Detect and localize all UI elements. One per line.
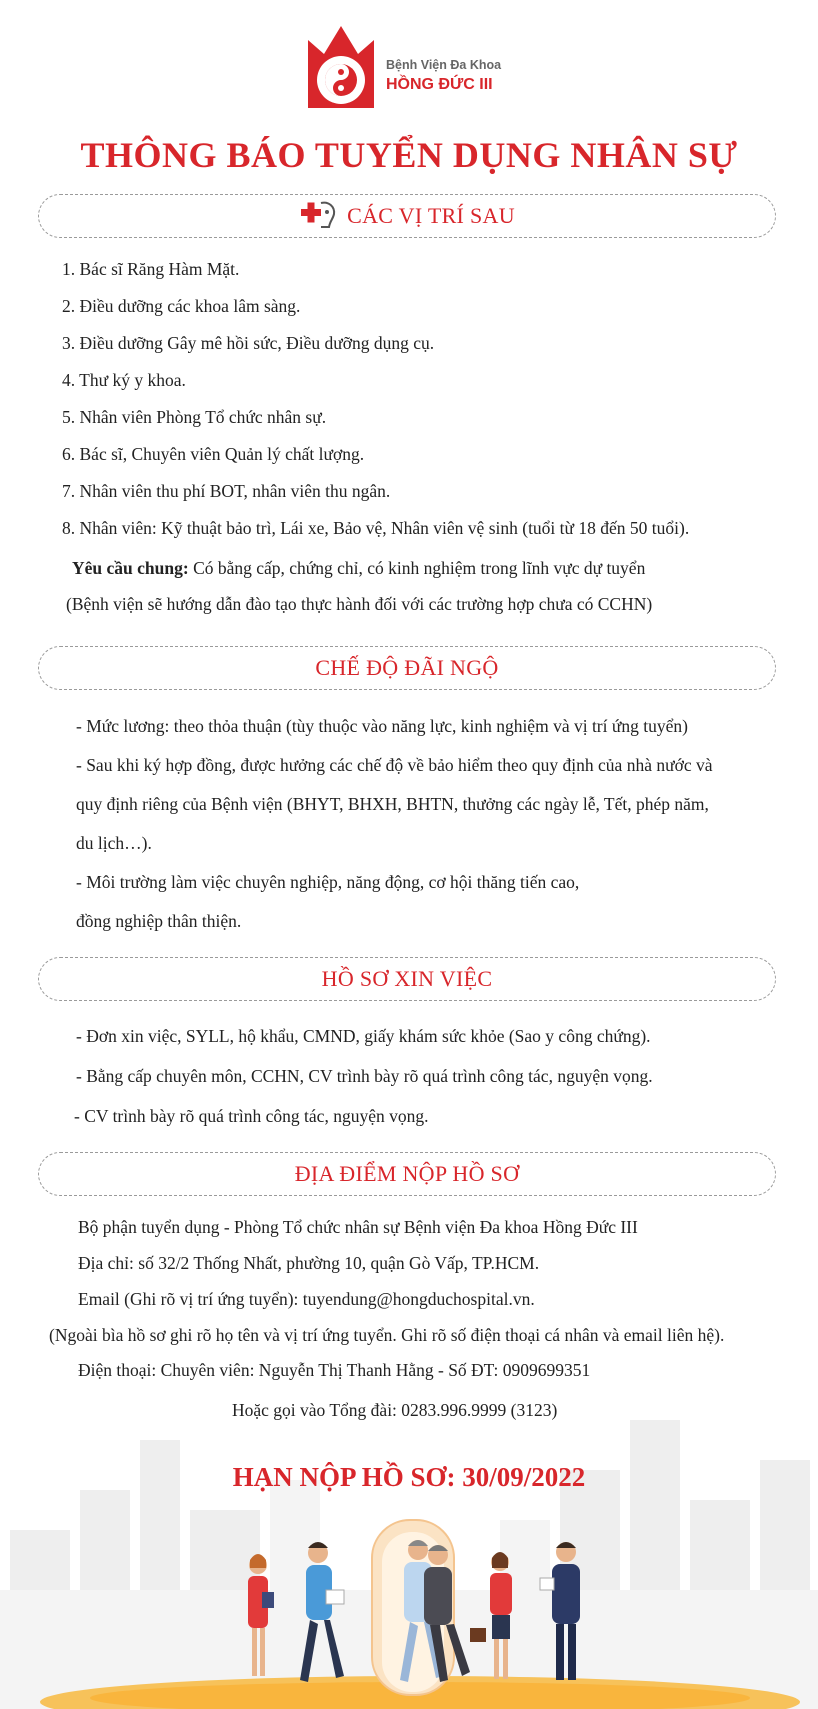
location-heading <box>38 1152 776 1196</box>
position-item: 2. Điều dưỡng các khoa lâm sàng. <box>62 296 301 316</box>
position-item: 4. Thư ký y khoa. <box>62 370 186 390</box>
location-line: Địa chỉ: số 32/2 Thống Nhất, phường 10, quận Gò Vấp, TP.HCM. <box>78 1253 540 1273</box>
documents-heading <box>38 957 776 1001</box>
requirement-note: (Bệnh viện sẽ hướng dẫn đào tạo thực hành đối với các trường hợp chưa có CCHN) <box>66 594 653 614</box>
recruitment-illustration <box>0 1380 818 1709</box>
benefits-heading-text: CHẾ ĐỘ ĐÃI NGỘ <box>315 655 499 680</box>
benefit-line: đồng nghiệp thân thiện. <box>76 911 242 931</box>
location-line: Email (Ghi rõ vị trí ứng tuyển): tuyendung@hongduchospital.vn. <box>78 1289 535 1309</box>
documents-heading-text: HỒ SƠ XIN VIỆC <box>321 966 493 991</box>
requirement <box>72 558 645 579</box>
requirement-label: Yêu cầu chung: <box>72 558 189 578</box>
position-item: 1. Bác sĩ Răng Hàm Mặt. <box>62 259 240 279</box>
benefit-line: quy định riêng của Bệnh viện (BHYT, BHXH, BHTN, thưởng các ngày lễ, Tết, phép năm, <box>76 794 709 814</box>
location-line: Điện thoại: Chuyên viên: Nguyễn Thị Thanh Hằng - Số ĐT: 0909699351 <box>78 1360 591 1380</box>
benefits-heading <box>38 646 776 690</box>
page-title: THÔNG BÁO TUYỂN DỤNG NHÂN SỰ <box>80 135 738 175</box>
position-item: 7. Nhân viên thu phí BOT, nhân viên thu ngân. <box>62 481 391 501</box>
position-item: 3. Điều dưỡng Gây mê hồi sức, Điều dưỡng dụng cụ. <box>62 333 435 353</box>
document-line: - Đơn xin việc, SYLL, hộ khẩu, CMND, giấy khám sức khỏe (Sao y công chứng). <box>76 1026 651 1046</box>
logo-subtitle: Bệnh Viện Đa Khoa <box>386 58 502 72</box>
location-line: Hoặc gọi vào Tổng đài: 0283.996.9999 (3123) <box>232 1400 558 1420</box>
hospital-logo <box>302 24 522 120</box>
positions-heading <box>38 194 776 238</box>
deadline: HẠN NỘP HỒ SƠ: 30/09/2022 <box>232 1462 586 1492</box>
benefit-line: - Mức lương: theo thỏa thuận (tùy thuộc vào năng lực, kinh nghiệm và vị trí ứng tuyển) <box>76 716 688 736</box>
benefit-line: du lịch…). <box>76 833 152 853</box>
position-item: 6. Bác sĩ, Chuyên viên Quản lý chất lượng. <box>62 444 365 464</box>
medical-staff-icon <box>299 199 337 234</box>
position-item: 8. Nhân viên: Kỹ thuật bảo trì, Lái xe, Bảo vệ, Nhân viên vệ sinh (tuổi từ 18 đến 50 tuổi). <box>62 518 690 538</box>
document-line: - CV trình bày rõ quá trình công tác, nguyện vọng. <box>74 1106 429 1126</box>
position-item: 5. Nhân viên Phòng Tổ chức nhân sự. <box>62 407 327 427</box>
location-line: (Ngoài bìa hồ sơ ghi rõ họ tên và vị trí ứng tuyển. Ghi rõ số điện thoại cá nhân và email liên hệ). <box>49 1325 725 1345</box>
requirement-text: Có bằng cấp, chứng chỉ, có kinh nghiệm trong lĩnh vực dự tuyển <box>188 558 646 578</box>
document-line: - Bằng cấp chuyên môn, CCHN, CV trình bày rõ quá trình công tác, nguyện vọng. <box>76 1066 653 1086</box>
benefit-line: - Sau khi ký hợp đồng, được hưởng các chế độ về bảo hiểm theo quy định của nhà nước và <box>76 755 713 775</box>
location-line: Bộ phận tuyển dụng - Phòng Tổ chức nhân sự Bệnh viện Đa khoa Hồng Đức III <box>78 1217 638 1237</box>
logo-name: HỒNG ĐỨC III <box>386 76 493 93</box>
positions-heading-text: CÁC VỊ TRÍ SAU <box>347 203 515 228</box>
hospital-emblem-icon <box>302 24 380 120</box>
benefit-line: - Môi trường làm việc chuyên nghiệp, năng động, cơ hội thăng tiến cao, <box>76 872 580 892</box>
location-heading-text: ĐỊA ĐIỂM NỘP HỒ SƠ <box>294 1161 520 1186</box>
